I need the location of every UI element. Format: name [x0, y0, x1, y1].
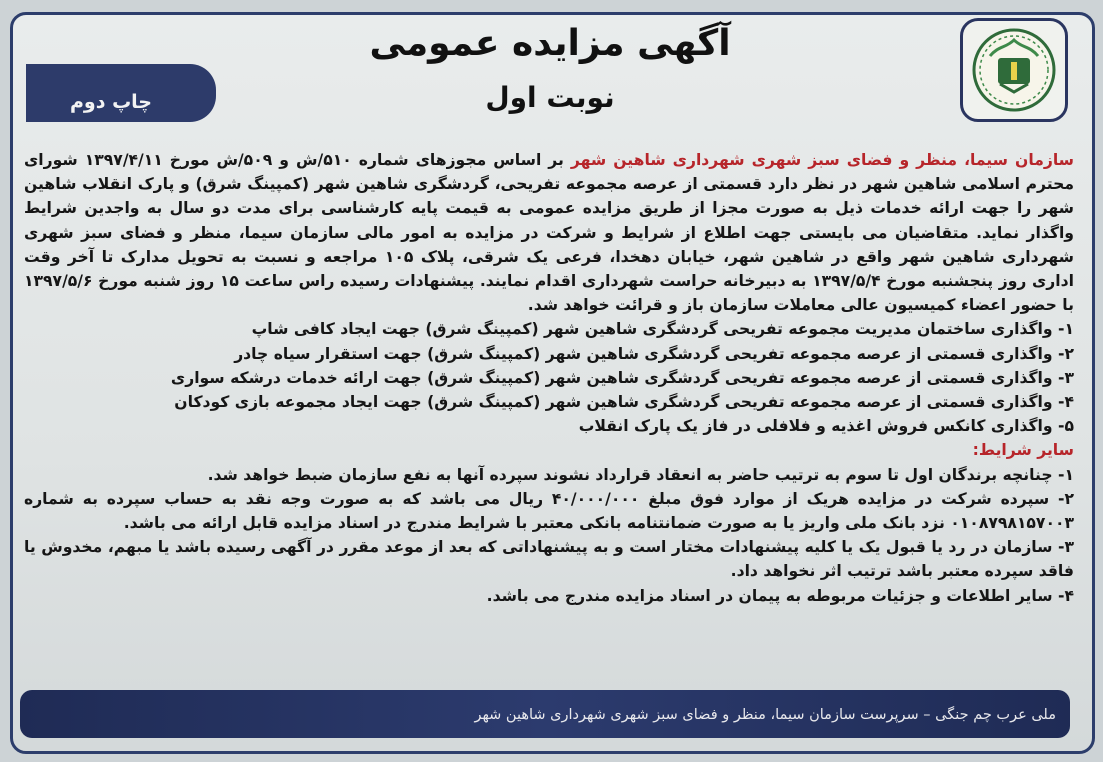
notice-body — [24, 148, 1074, 608]
list-item: ۴- واگذاری قسمتی از عرصه مجموعه تفریحی گردشگری شاهین شهر (کمپینگ شرق) جهت ایجاد مجموعه بازی کودکان — [174, 393, 1074, 412]
round-subtitle: نوبت اول — [485, 81, 615, 114]
list-item: ۳- واگذاری قسمتی از عرصه مجموعه تفریحی گردشگری شاهین شهر (کمپینگ شرق) جهت ارائه خدمات درشکه سواری — [170, 368, 1074, 387]
footer-signature: ملی عرب چم جنگی – سرپرست سازمان سیما، منظر و فضای سبز شهری شهرداری شاهین شهر — [474, 707, 1056, 723]
page-title: آگهی مزایده عمومی — [369, 23, 731, 64]
list-item: ۲- سپرده شرکت در مزایده هریک از موارد فوق مبلغ ۴۰/۰۰۰/۰۰۰ ریال می باشد که به صورت وجه نقد به حساب سپرده به شماره ۰۱۰۸۷۹۸۱۵۷۰۰۳ نزد بانک ملی واریز یا به صورت ضمانتنامه بانکی معتبر با شرایط مندرج در اسناد مزایده قابل ارائه می باشد. — [24, 489, 1075, 533]
list-item: ۲- واگذاری قسمتی از عرصه مجموعه تفریحی گردشگری شاهین شهر (کمپینگ شرق) جهت استقرار سیاه چادر — [234, 344, 1074, 363]
intro-paragraph — [24, 148, 1074, 317]
municipality-logo — [960, 18, 1068, 122]
list-item: ۵- واگذاری کانکس فروش اغذیه و فلافلی در فاز یک پارک انقلاب — [578, 417, 1074, 436]
conditions-heading: سایر شرایط: — [972, 441, 1074, 460]
intro-text: بر اساس مجوزهای شماره ۵۱۰/ش و ۵۰۹/ش مورخ ۱۳۹۷/۴/۱۱ شورای محترم اسلامی شاهین شهر در نظر دارد قسمتی از عرصه مجموعه تفریحی، گردشگری شاهین شهر (کمپینگ شرق) و پارک انقلاب شاهین شهر را جهت ارائه خدمات ذیل به صورت مجزا از طریق مزایده عمومی به قیمت پایه کارشناسی برای مدت دو سال به واجدین شرایط واگذار نماید. متقاضیان می بایستی جهت اطلاع از شرایط و شرکت در مزایده به امور مالی سازمان سیما، منظر و فضای سبز شهری شهرداری شاهین شهر واقع در شاهین شهر، خیابان دهخدا، فرعی یک شرقی، پلاک ۱۰۵ مراجعه و نسبت به تحویل مدارک تا آخر وقت اداری روز پنجشنبه مورخ ۱۳۹۷/۵/۴ به دبیرخانه حراست شهرداری اقدام نمایند. پیشنهادات رسیده راس ساعت ۱۵ روز شنبه مورخ ۱۳۹۷/۵/۶ با حضور اعضاء کمیسیون عالی معاملات سازمان باز و قرائت خواهد شد. — [24, 151, 1074, 315]
conditions-list — [24, 463, 1074, 608]
organization-name: سازمان سیما، منظر و فضای سبز شهری شهرداری شاهین شهر — [570, 151, 1075, 169]
municipality-emblem-icon — [970, 26, 1058, 114]
list-item: ۱- واگذاری ساختمان مدیریت مجموعه تفریحی گردشگری شاهین شهر (کمپینگ شرق) جهت ایجاد کافی شاپ — [251, 320, 1074, 339]
list-item: ۳- سازمان در رد یا قبول یک یا کلیه پیشنهادات مختار است و به پیشنهاداتی که بعد از موعد مقرر در آگهی رسیده باشد یا مبهم، مخدوش یا فاقد سپرده معتبر باشد ترتیب اثر نخواهد داد. — [24, 538, 1074, 581]
list-item: ۴- سایر اطلاعات و جزئیات مربوطه به پیمان در اسناد مزایده مندرج می باشد. — [486, 586, 1074, 605]
list-item: ۱- چنانچه برندگان اول تا سوم به ترتیب حاضر به انعقاد قرارداد نشوند سپرده آنها به نفع سازمان ضبط خواهد شد. — [207, 465, 1074, 484]
print-badge-label: چاپ دوم — [69, 91, 153, 113]
auction-items-list — [24, 317, 1074, 438]
